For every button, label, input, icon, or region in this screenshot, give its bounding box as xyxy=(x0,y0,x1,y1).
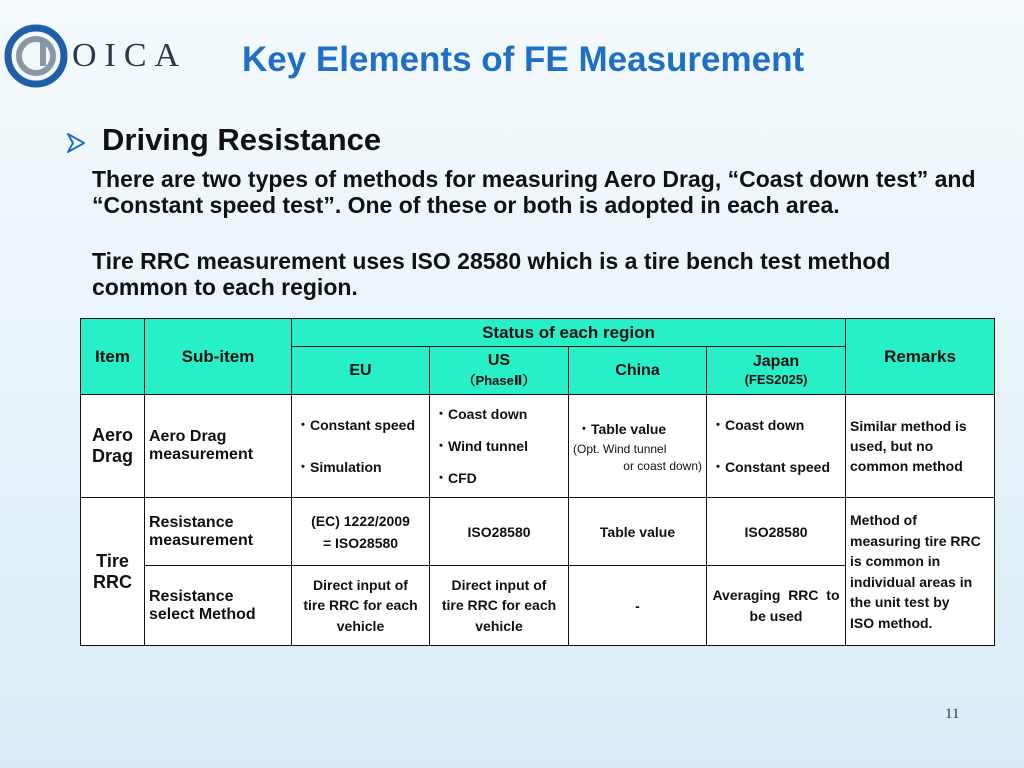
sub-rs-line2: select Method xyxy=(149,605,256,623)
tire-remarks-5: the unit test by xyxy=(850,594,950,610)
rm-eu-1: (EC) 1222/2009 xyxy=(311,512,410,529)
aero-eu-1: ・Constant speed xyxy=(296,417,416,433)
tire-remarks-4: individual areas in xyxy=(850,573,973,590)
rs-us-2: tire RRC for each xyxy=(441,597,557,614)
item-aero-line2: Drag xyxy=(91,446,133,466)
rm-japan-cell: ISO28580 xyxy=(707,498,846,566)
header-us-label: US xyxy=(487,351,511,369)
sub-item-resistance-select xyxy=(145,566,292,646)
item-aero-line1: Aero xyxy=(91,425,133,445)
aero-eu-2: ・Simulation xyxy=(296,459,382,475)
aero-us-cell xyxy=(430,395,569,498)
sub-aero-line1: Aero Drag xyxy=(149,428,227,445)
sub-item-resistance-measurement xyxy=(145,498,292,566)
header-sub-item: Sub-item xyxy=(145,319,292,395)
rs-us-3: vehicle xyxy=(475,617,523,634)
table-row-aero-drag xyxy=(81,395,995,498)
item-tire-line2: RRC xyxy=(93,571,132,592)
header-row xyxy=(81,319,995,347)
rs-eu-cell xyxy=(292,566,430,646)
sub-rm-line2: measurement xyxy=(149,531,254,549)
tire-remarks-cell xyxy=(846,498,995,646)
item-tire-rrc xyxy=(81,498,145,646)
resistance-table xyxy=(80,318,995,646)
aero-china-2: (Opt. Wind tunnel xyxy=(573,442,667,456)
tire-remarks-6: ISO method. xyxy=(850,614,933,631)
item-tire-line1: Tire xyxy=(96,550,129,571)
rs-eu-2: tire RRC for each xyxy=(303,597,418,614)
rs-japan-1: Averaging RRC to xyxy=(712,587,840,603)
rs-us-1: Direct input of xyxy=(451,576,547,593)
sub-rm-line1: Resistance xyxy=(149,513,234,531)
section-heading: Driving Resistance xyxy=(102,122,382,157)
item-aero-drag xyxy=(81,395,145,498)
header-status: Status of each region xyxy=(292,319,846,347)
oica-logo xyxy=(4,20,204,92)
slide-title: Key Elements of FE Measurement xyxy=(242,40,805,79)
rs-us-cell xyxy=(430,566,569,646)
aero-us-2: ・Wind tunnel xyxy=(434,438,528,454)
aero-japan-2: ・Constant speed xyxy=(711,459,831,475)
rs-china-cell: - xyxy=(569,566,707,646)
header-china: China xyxy=(569,347,707,395)
header-japan-label: Japan xyxy=(752,352,800,370)
logo-text: OICA xyxy=(72,37,188,74)
aero-eu-cell xyxy=(292,395,430,498)
rs-japan-cell xyxy=(707,566,846,646)
sub-rs-line1: Resistance xyxy=(149,587,234,605)
aero-us-1: ・Coast down xyxy=(434,406,528,422)
tire-remarks-3: is common in xyxy=(850,553,941,569)
table-row-resistance-measurement xyxy=(81,498,995,566)
sub-item-aero-drag xyxy=(145,395,292,498)
rm-eu-cell xyxy=(292,498,430,566)
rm-eu-2: = ISO28580 xyxy=(322,534,399,551)
aero-china-3: or coast down) xyxy=(623,459,702,473)
header-us xyxy=(430,347,569,395)
rs-eu-1: Direct input of xyxy=(313,576,408,593)
tire-remarks-1: Method of xyxy=(850,512,917,528)
aero-remarks-cell xyxy=(846,395,995,498)
header-japan xyxy=(707,347,846,395)
aero-china-1: ・Table value xyxy=(577,421,667,437)
paragraph-tire-rrc: Tire RRC measurement uses ISO 28580 which is a tire bench test method common to each region. xyxy=(92,248,891,300)
header-japan-note: (FES2025) xyxy=(744,371,808,387)
aero-japan-cell xyxy=(707,395,846,498)
aero-remarks-3: common method xyxy=(850,458,963,474)
paragraph-aero-drag: There are two types of methods for measuring Aero Drag, “Coast down test” and “Constant speed test”. One of these or both is adopted in each area. xyxy=(92,166,976,218)
rs-japan-2: be used xyxy=(749,607,803,624)
header-remarks: Remarks xyxy=(846,319,995,395)
rm-us-cell: ISO28580 xyxy=(430,498,569,566)
aero-us-3: ・CFD xyxy=(434,470,477,486)
oica-logo-mark-icon xyxy=(4,24,68,88)
aero-remarks-1: Similar method is xyxy=(850,418,967,434)
aero-remarks-2: used, but no xyxy=(850,438,934,454)
rs-eu-3: vehicle xyxy=(336,617,385,634)
rm-china-cell: Table value xyxy=(569,498,707,566)
sub-aero-line2: measurement xyxy=(149,446,254,463)
tire-remarks-2: measuring tire RRC xyxy=(850,532,981,549)
aero-japan-1: ・Coast down xyxy=(711,417,805,433)
header-item: Item xyxy=(81,319,145,395)
header-us-note: （PhaseⅡ） xyxy=(462,372,536,388)
header-eu: EU xyxy=(292,347,430,395)
aero-china-cell xyxy=(569,395,707,498)
page-number: 11 xyxy=(945,706,960,722)
arrow-bullet-icon xyxy=(66,133,86,153)
